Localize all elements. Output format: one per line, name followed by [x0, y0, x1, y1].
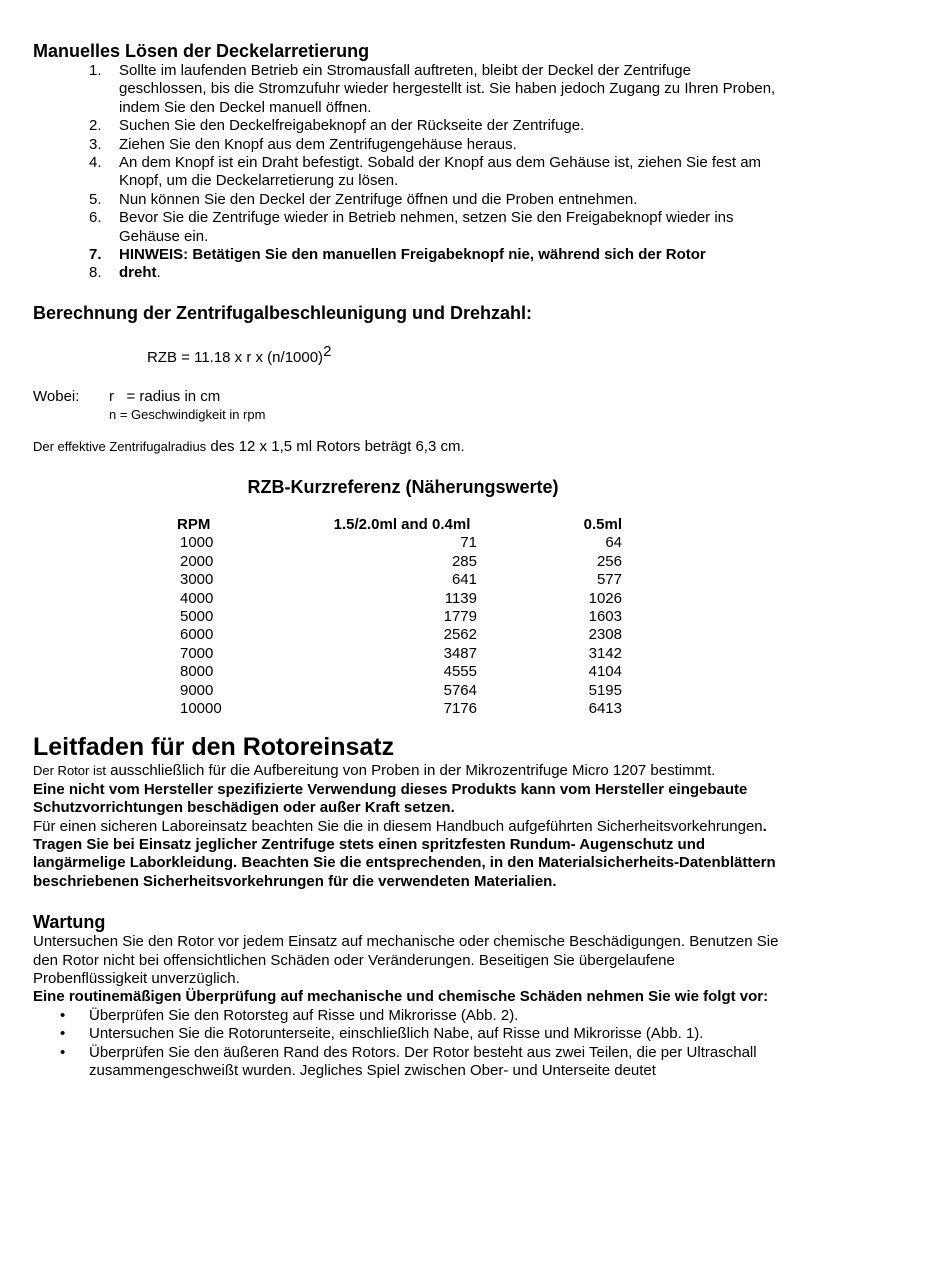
table-row: [177, 553, 622, 571]
cell-rzb-small: 577: [596, 571, 622, 589]
cell-rzb-small: 4104: [588, 663, 622, 681]
column-header-rpm: RPM: [177, 515, 211, 533]
cell-rpm: 9000: [180, 681, 214, 699]
rzb-table-title: RZB-Kurzreferenz (Näherungswerte): [247, 476, 559, 497]
document-page: [33, 40, 913, 1080]
column-header-large-tubes: 1.5/2.0ml and 0.4ml: [333, 515, 471, 533]
cell-rzb-large: 3487: [443, 644, 477, 662]
cell-rzb-large: 7176: [443, 699, 477, 717]
rzb-formula: RZB = 11.18 x r x $(n/1000)^2$: [147, 342, 332, 366]
cell-rpm: 6000: [180, 626, 214, 644]
cell-rzb-small: 2308: [588, 626, 622, 644]
list-item-warning: 7. HINWEIS: Betätigen Sie den manuellen Freigabeknopf nie, während sich der Rotor: [89, 246, 706, 264]
table-header-row: [177, 516, 622, 534]
cell-rzb-large: 4555: [443, 663, 477, 681]
manufacturer-warning-text: Eine nicht vom Hersteller spezifizierte Verwendung dieses Produkts kann vom Hersteller eingebaute Schutzvorrichtungen beschädigen oder außer Kraft setzen.: [33, 780, 748, 817]
bullet-icon: •: [60, 1006, 66, 1024]
table-row: [177, 682, 622, 700]
cell-rpm: 7000: [180, 644, 214, 662]
cell-rzb-small: 1026: [588, 589, 622, 607]
table-row: [177, 534, 622, 552]
cell-rzb-large: 71: [460, 534, 477, 552]
table-row: [177, 571, 622, 589]
table-row: [177, 663, 622, 681]
maintenance-intro-text: Untersuchen Sie den Rotor vor jedem Einsatz auf mechanische oder chemische Beschädigungen. Benutzen Sie den Rotor nicht bei offensichtlichen Schäden oder Veränderungen. Beseitigen Sie übergelaufene Probenflüssigkeit unverzüglich.: [33, 933, 779, 987]
cell-rzb-small: 1603: [588, 607, 622, 625]
table-row: [177, 626, 622, 644]
table-row: [177, 700, 622, 718]
cell-rzb-small: 64: [605, 534, 622, 552]
rotor-usage-text: Der Rotor ist ausschließlich für die Aufbereitung von Proben in der Mikrozentrifuge Micro 1207 bestimmt.: [33, 762, 716, 780]
formula-legend: Wobei: r = radius in cm n = Geschwindigkeit in rpm: [33, 387, 266, 422]
cell-rzb-large: 641: [451, 571, 477, 589]
list-item: 4. An dem Knopf ist ein Draht befestigt. Sobald der Knopf aus dem Gehäuse ist, ziehen Sie fest am Knopf, um die Deckelarretierung zu lösen.: [89, 154, 762, 190]
cell-rpm: 1000: [180, 534, 214, 552]
list-item: • Untersuchen Sie die Rotorunterseite, einschließlich Nabe, auf Risse und Mikrorisse (Abb. 1).: [60, 1025, 704, 1043]
cell-rzb-large: 1779: [443, 607, 477, 625]
bullet-icon: •: [60, 1043, 66, 1061]
list-item-warning-end: 8. dreht.: [89, 264, 161, 282]
cell-rpm: 4000: [180, 589, 214, 607]
table-row: [177, 608, 622, 626]
section-title-calculation: Berechnung der Zentrifugalbeschleunigung und Drehzahl:: [33, 302, 533, 323]
bullet-icon: •: [60, 1025, 66, 1043]
cell-rzb-large: 2562: [443, 626, 477, 644]
section-title-manual-release: Manuelles Lösen der Deckelarretierung: [33, 41, 370, 61]
cell-rpm: 8000: [180, 663, 214, 681]
cell-rzb-small: 6413: [588, 699, 622, 717]
table-row: [177, 645, 622, 663]
safety-note-text: Für einen sicheren Laboreinsatz beachten Sie die in diesem Handbuch aufgeführten Sicherheitsvorkehrungen.: [33, 817, 767, 835]
list-item: 1. Sollte im laufenden Betrieb ein Stromausfall auftreten, bleibt der Deckel der Zentrifuge geschlossen, bis die Stromzufuhr wieder hergestellt ist. Sie haben jedoch Zugang zu Ihren Proben, indem Sie den Deckel manuell öffnen.: [89, 62, 776, 116]
cell-rzb-small: 5195: [588, 681, 622, 699]
cell-rpm: 5000: [180, 607, 214, 625]
list-item: • Überprüfen Sie den Rotorsteg auf Risse und Mikrorisse (Abb. 2).: [60, 1006, 519, 1024]
list-item: • Überprüfen Sie den äußeren Rand des Rotors. Der Rotor besteht aus zwei Teilen, die per Ultraschall zusammengeschweißt wurden. Jegliches Spiel zwischen Ober- und Unterseite deutet: [60, 1043, 757, 1080]
list-item: 3. Ziehen Sie den Knopf aus dem Zentrifugengehäuse heraus.: [89, 135, 517, 153]
protective-gear-warning-text: Tragen Sie bei Einsatz jeglicher Zentrifuge stets einen spritzfesten Rundum- Augenschutz und langärmelige Laborkleidung. Beachten Sie die entsprechenden, in den Materialsicherheits-Datenblättern beschriebenen Sicherheitsvorkehrungen für die verwendeten Materialien.: [33, 835, 776, 890]
cell-rzb-large: 1139: [444, 589, 477, 607]
cell-rpm: 3000: [180, 571, 214, 589]
cell-rzb-large: 5764: [443, 681, 477, 699]
cell-rzb-large: 285: [451, 552, 477, 570]
release-steps-list: [33, 62, 913, 283]
section-title-rotor-guide: Leitfaden für den Rotoreinsatz: [33, 733, 395, 762]
cell-rpm: 10000: [180, 699, 222, 717]
section-title-maintenance: Wartung: [33, 912, 106, 933]
rzb-table: [177, 516, 622, 718]
maintenance-check-heading: Eine routinemäßigen Überprüfung auf mechanische und chemische Schäden nehmen Sie wie folgt vor:: [33, 988, 769, 1006]
table-row: [177, 590, 622, 608]
effective-radius-text: Der effektive Zentrifugalradius des 12 x 1,5 ml Rotors beträgt 6,3 cm.: [33, 437, 465, 455]
list-item: 5. Nun können Sie den Deckel der Zentrifuge öffnen und die Proben entnehmen.: [89, 190, 638, 208]
maintenance-checklist: [33, 1007, 913, 1081]
cell-rpm: 2000: [180, 552, 214, 570]
cell-rzb-small: 256: [596, 552, 622, 570]
column-header-small-tubes: 0.5ml: [583, 515, 622, 533]
list-item: 6. Bevor Sie die Zentrifuge wieder in Betrieb nehmen, setzen Sie den Freigabeknopf wieder ins Gehäuse ein.: [89, 209, 734, 245]
list-item: 2. Suchen Sie den Deckelfreigabeknopf an der Rückseite der Zentrifuge.: [89, 117, 585, 135]
cell-rzb-small: 3142: [588, 644, 622, 662]
